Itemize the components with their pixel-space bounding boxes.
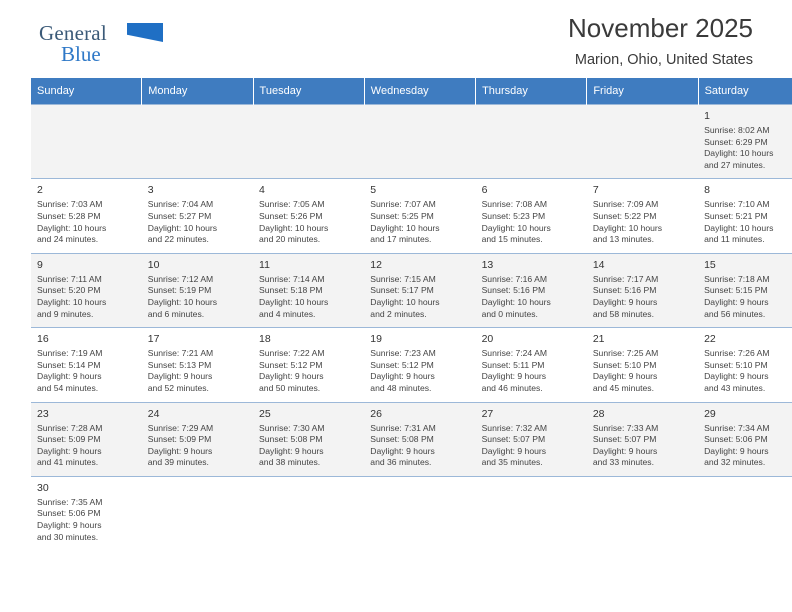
calendar-day-cell[interactable] xyxy=(476,402,587,476)
day-details xyxy=(148,199,248,245)
calendar-empty-cell xyxy=(587,476,698,550)
day-number: 7 xyxy=(592,184,599,197)
day-detail-line: Sunrise: 7:22 AM xyxy=(259,348,325,359)
day-detail-line: Sunrise: 7:29 AM xyxy=(147,422,214,433)
day-number: 28 xyxy=(592,407,605,420)
day-detail-line: Daylight: 9 hours xyxy=(37,371,102,382)
calendar-day-cell[interactable] xyxy=(364,328,475,402)
day-details xyxy=(37,199,137,245)
day-detail-line: Daylight: 10 hours xyxy=(704,148,774,159)
day-detail-line: Sunset: 5:20 PM xyxy=(37,285,101,296)
day-details xyxy=(148,274,248,320)
calendar-day-cell[interactable] xyxy=(698,328,792,402)
day-detail-line: and 11 minutes. xyxy=(704,234,765,245)
day-details xyxy=(259,199,359,245)
calendar-table xyxy=(31,78,792,550)
day-number: 30 xyxy=(37,481,49,494)
day-detail-line: Sunrise: 7:09 AM xyxy=(592,199,659,210)
calendar-empty-cell xyxy=(476,476,587,550)
day-detail-line: Sunset: 5:22 PM xyxy=(592,210,657,221)
day-detail-line: and 38 minutes. xyxy=(259,457,321,468)
logo-text-blue: Blue xyxy=(61,42,101,66)
day-detail-line: Sunset: 5:27 PM xyxy=(147,210,212,221)
day-detail-line: Daylight: 9 hours xyxy=(147,445,213,456)
day-detail-line: Sunset: 5:13 PM xyxy=(147,359,212,370)
calendar-empty-cell xyxy=(364,476,475,550)
day-detail-line: Daylight: 10 hours xyxy=(481,296,551,307)
day-detail-line: Daylight: 9 hours xyxy=(704,445,769,456)
calendar-day-cell[interactable] xyxy=(142,328,253,402)
day-detail-line: Daylight: 9 hours xyxy=(704,296,769,307)
day-detail-line: Sunrise: 7:33 AM xyxy=(592,422,659,433)
calendar-week-row xyxy=(31,253,792,327)
calendar-day-cell[interactable] xyxy=(31,402,142,476)
day-detail-line: Sunrise: 7:04 AM xyxy=(147,199,214,210)
day-detail-line: Daylight: 9 hours xyxy=(481,371,547,382)
day-detail-line: Daylight: 9 hours xyxy=(592,445,658,456)
calendar-day-cell[interactable] xyxy=(587,253,698,327)
day-detail-line: Sunrise: 7:23 AM xyxy=(370,348,436,359)
day-detail-line: Sunrise: 7:08 AM xyxy=(481,199,548,210)
day-detail-line: Daylight: 10 hours xyxy=(259,296,329,307)
calendar-day-cell[interactable] xyxy=(31,253,142,327)
calendar-day-cell[interactable] xyxy=(476,328,587,402)
day-detail-line: and 2 minutes. xyxy=(370,308,427,319)
day-detail-line: Sunset: 5:28 PM xyxy=(37,210,101,221)
day-detail-line: Sunrise: 7:24 AM xyxy=(481,348,548,359)
calendar-day-cell[interactable] xyxy=(31,328,142,402)
day-number: 22 xyxy=(704,333,716,346)
day-detail-line: Daylight: 10 hours xyxy=(481,222,551,233)
calendar-day-cell[interactable] xyxy=(31,179,142,253)
day-number: 29 xyxy=(704,407,716,420)
day-detail-line: Daylight: 9 hours xyxy=(259,371,324,382)
day-detail-line: and 4 minutes. xyxy=(259,308,316,319)
day-details xyxy=(370,199,470,245)
day-details xyxy=(704,125,792,171)
day-number: 21 xyxy=(592,333,605,346)
day-details xyxy=(259,423,359,469)
day-detail-line: Sunset: 5:16 PM xyxy=(592,285,657,296)
calendar-day-cell[interactable] xyxy=(587,328,698,402)
day-detail-line: and 58 minutes. xyxy=(592,308,654,319)
day-detail-line: Sunrise: 7:16 AM xyxy=(481,273,548,284)
day-detail-line: Daylight: 9 hours xyxy=(370,445,435,456)
day-detail-line: Daylight: 9 hours xyxy=(37,445,102,456)
day-detail-line: and 54 minutes. xyxy=(37,382,99,393)
calendar-empty-cell xyxy=(476,105,587,179)
calendar-day-cell[interactable] xyxy=(698,179,792,253)
weekday-header-sunday: Sunday xyxy=(31,78,142,105)
day-detail-line: Sunset: 5:06 PM xyxy=(704,434,768,445)
weekday-header-saturday: Saturday xyxy=(698,78,792,105)
day-details xyxy=(482,199,582,245)
day-detail-line: Sunset: 5:25 PM xyxy=(370,210,434,221)
day-detail-line: and 24 minutes. xyxy=(37,234,99,245)
day-detail-line: and 27 minutes. xyxy=(704,159,766,170)
logo-text-general: General xyxy=(39,21,107,45)
day-number: 14 xyxy=(592,258,605,271)
day-detail-line: Sunrise: 7:18 AM xyxy=(704,273,770,284)
logo[interactable] xyxy=(39,22,269,78)
day-detail-line: Sunset: 5:12 PM xyxy=(259,359,323,370)
day-detail-line: and 15 minutes. xyxy=(481,234,543,245)
day-detail-line: Sunset: 6:29 PM xyxy=(704,136,768,147)
day-detail-line: Sunset: 5:07 PM xyxy=(481,434,546,445)
day-detail-line: Daylight: 10 hours xyxy=(592,222,663,233)
day-detail-line: Daylight: 10 hours xyxy=(37,296,107,307)
day-detail-line: and 0 minutes. xyxy=(481,308,538,319)
day-detail-line: Sunrise: 7:34 AM xyxy=(704,422,770,433)
day-detail-line: Sunrise: 7:30 AM xyxy=(259,422,325,433)
day-detail-line: Sunrise: 7:15 AM xyxy=(370,273,436,284)
day-detail-line: Sunrise: 7:11 AM xyxy=(37,273,102,284)
calendar-day-cell[interactable] xyxy=(698,105,792,179)
day-detail-line: Daylight: 10 hours xyxy=(259,222,329,233)
day-detail-line: Sunset: 5:06 PM xyxy=(37,508,101,519)
calendar-day-cell[interactable] xyxy=(476,179,587,253)
calendar-day-cell[interactable] xyxy=(253,179,364,253)
calendar-day-cell[interactable] xyxy=(253,402,364,476)
day-detail-line: Sunrise: 7:03 AM xyxy=(37,199,103,210)
day-detail-line: Daylight: 9 hours xyxy=(147,371,213,382)
day-detail-line: Sunrise: 7:35 AM xyxy=(37,496,103,507)
day-number: 25 xyxy=(259,407,271,420)
weekday-header-wednesday: Wednesday xyxy=(364,78,475,105)
day-number: 10 xyxy=(147,258,160,271)
day-detail-line: Sunrise: 7:12 AM xyxy=(147,273,214,284)
day-detail-line: and 46 minutes. xyxy=(481,382,543,393)
day-details xyxy=(370,348,470,394)
day-detail-line: Sunset: 5:09 PM xyxy=(37,434,101,445)
weekday-header-friday: Friday xyxy=(587,78,698,105)
day-details xyxy=(148,423,248,469)
day-detail-line: Sunset: 5:08 PM xyxy=(259,434,323,445)
calendar-day-cell[interactable] xyxy=(142,179,253,253)
calendar-empty-cell xyxy=(142,105,253,179)
day-detail-line: Sunset: 5:16 PM xyxy=(481,285,546,296)
calendar-day-cell[interactable] xyxy=(587,179,698,253)
calendar-week-row xyxy=(31,328,792,402)
calendar-day-cell[interactable] xyxy=(253,328,364,402)
calendar-empty-cell xyxy=(364,105,475,179)
day-details xyxy=(37,274,137,320)
day-detail-line: and 52 minutes. xyxy=(147,382,209,393)
calendar-day-cell[interactable] xyxy=(31,476,142,550)
day-detail-line: Sunset: 5:10 PM xyxy=(704,359,768,370)
day-number: 17 xyxy=(147,333,160,346)
day-details xyxy=(148,348,248,394)
day-number: 12 xyxy=(370,258,382,271)
day-detail-line: and 39 minutes. xyxy=(147,457,209,468)
day-number: 9 xyxy=(37,258,43,271)
calendar-day-cell[interactable] xyxy=(476,253,587,327)
day-detail-line: Sunrise: 7:25 AM xyxy=(592,348,659,359)
calendar-empty-cell xyxy=(253,476,364,550)
day-detail-line: Sunset: 5:23 PM xyxy=(481,210,546,221)
day-detail-line: Sunrise: 7:05 AM xyxy=(259,199,325,210)
day-number: 5 xyxy=(370,184,377,197)
calendar-week-row xyxy=(31,179,792,253)
day-details xyxy=(482,274,582,320)
calendar-empty-cell xyxy=(587,105,698,179)
calendar-day-cell[interactable] xyxy=(142,402,253,476)
day-details xyxy=(259,274,359,320)
day-detail-line: Sunset: 5:18 PM xyxy=(259,285,323,296)
day-detail-line: and 50 minutes. xyxy=(259,382,321,393)
day-detail-line: Sunset: 5:11 PM xyxy=(481,359,545,370)
calendar-week-row xyxy=(31,402,792,476)
day-detail-line: Sunset: 5:08 PM xyxy=(370,434,434,445)
day-detail-line: Daylight: 9 hours xyxy=(481,445,547,456)
day-detail-line: and 32 minutes. xyxy=(704,457,766,468)
calendar-day-cell[interactable] xyxy=(587,402,698,476)
calendar-empty-cell xyxy=(142,476,253,550)
day-number: 4 xyxy=(259,184,265,197)
day-detail-line: Sunset: 5:21 PM xyxy=(704,210,768,221)
day-detail-line: Daylight: 9 hours xyxy=(259,445,324,456)
day-details xyxy=(37,497,137,543)
page-title: November 2025 xyxy=(568,13,753,43)
day-detail-line: and 36 minutes. xyxy=(370,457,432,468)
day-detail-line: Sunrise: 8:02 AM xyxy=(704,125,770,135)
day-detail-line: and 56 minutes. xyxy=(704,308,766,319)
day-number: 2 xyxy=(37,184,43,197)
day-detail-line: Sunset: 5:26 PM xyxy=(259,210,323,221)
day-detail-line: Sunset: 5:15 PM xyxy=(704,285,768,296)
day-number: 20 xyxy=(481,333,494,346)
day-details xyxy=(482,423,582,469)
day-number: 1 xyxy=(704,110,710,122)
day-number: 16 xyxy=(37,333,49,346)
day-number: 24 xyxy=(147,407,160,420)
day-number: 19 xyxy=(370,333,382,346)
day-details xyxy=(704,423,792,469)
day-details xyxy=(704,199,792,245)
day-detail-line: Daylight: 9 hours xyxy=(37,520,102,531)
calendar-day-cell[interactable] xyxy=(364,253,475,327)
day-detail-line: and 45 minutes. xyxy=(592,382,654,393)
weekday-header-row xyxy=(31,78,792,105)
day-detail-line: Sunset: 5:10 PM xyxy=(592,359,657,370)
day-number: 3 xyxy=(147,184,154,197)
calendar-day-cell[interactable] xyxy=(698,402,792,476)
day-detail-line: and 20 minutes. xyxy=(259,234,321,245)
day-details xyxy=(593,423,693,469)
day-number: 11 xyxy=(259,258,270,271)
day-detail-line: Sunset: 5:17 PM xyxy=(370,285,434,296)
day-detail-line: Sunrise: 7:17 AM xyxy=(592,273,659,284)
day-detail-line: and 33 minutes. xyxy=(592,457,654,468)
day-number: 18 xyxy=(259,333,271,346)
day-detail-line: Sunset: 5:14 PM xyxy=(37,359,101,370)
day-detail-line: and 17 minutes. xyxy=(370,234,432,245)
weekday-header-tuesday: Tuesday xyxy=(253,78,364,105)
day-number: 15 xyxy=(704,258,716,271)
day-details xyxy=(593,348,693,394)
flag-icon xyxy=(127,23,163,42)
page-header xyxy=(31,0,761,72)
day-detail-line: Sunrise: 7:21 AM xyxy=(147,348,214,359)
day-detail-line: Daylight: 9 hours xyxy=(592,371,658,382)
calendar-day-cell[interactable] xyxy=(364,402,475,476)
day-detail-line: and 43 minutes. xyxy=(704,382,766,393)
day-number: 26 xyxy=(370,407,382,420)
day-detail-line: Sunset: 5:19 PM xyxy=(147,285,212,296)
day-detail-line: Daylight: 10 hours xyxy=(147,296,218,307)
title-block xyxy=(568,12,753,70)
weekday-header-thursday: Thursday xyxy=(476,78,587,105)
day-detail-line: Sunrise: 7:07 AM xyxy=(370,199,436,210)
calendar-empty-cell xyxy=(253,105,364,179)
day-detail-line: Daylight: 10 hours xyxy=(704,222,774,233)
day-detail-line: and 22 minutes. xyxy=(147,234,209,245)
day-detail-line: Sunrise: 7:31 AM xyxy=(370,422,436,433)
day-detail-line: and 13 minutes. xyxy=(592,234,654,245)
day-detail-line: Daylight: 9 hours xyxy=(592,296,658,307)
day-details xyxy=(482,348,582,394)
day-detail-line: Sunset: 5:07 PM xyxy=(592,434,657,445)
calendar-day-cell[interactable] xyxy=(698,253,792,327)
day-detail-line: and 41 minutes. xyxy=(37,457,99,468)
day-detail-line: and 9 minutes. xyxy=(37,308,94,319)
calendar-body xyxy=(31,105,792,551)
day-details xyxy=(370,423,470,469)
day-details xyxy=(259,348,359,394)
day-detail-line: and 30 minutes. xyxy=(37,531,99,542)
day-detail-line: Daylight: 10 hours xyxy=(37,222,107,233)
day-details xyxy=(37,348,137,394)
day-detail-line: Sunrise: 7:26 AM xyxy=(704,348,770,359)
calendar-week-row xyxy=(31,105,792,179)
calendar-empty-cell xyxy=(31,105,142,179)
day-details xyxy=(704,348,792,394)
calendar-day-cell[interactable] xyxy=(364,179,475,253)
day-number: 27 xyxy=(481,407,494,420)
day-detail-line: and 6 minutes. xyxy=(147,308,205,319)
calendar-day-cell[interactable] xyxy=(142,253,253,327)
day-detail-line: Sunrise: 7:32 AM xyxy=(481,422,548,433)
calendar-week-row xyxy=(31,476,792,550)
day-number: 6 xyxy=(481,184,488,197)
day-details xyxy=(593,274,693,320)
day-detail-line: Daylight: 9 hours xyxy=(704,371,769,382)
day-detail-line: Sunset: 5:12 PM xyxy=(370,359,434,370)
day-number: 8 xyxy=(704,184,710,197)
calendar-day-cell[interactable] xyxy=(253,253,364,327)
day-details xyxy=(704,274,792,320)
day-detail-line: Sunrise: 7:10 AM xyxy=(704,199,770,210)
location-subtitle: Marion, Ohio, United States xyxy=(574,52,753,68)
day-detail-line: Daylight: 10 hours xyxy=(147,222,218,233)
weekday-header-monday: Monday xyxy=(142,78,253,105)
day-detail-line: Daylight: 10 hours xyxy=(370,296,440,307)
day-details xyxy=(370,274,470,320)
calendar-empty-cell xyxy=(698,476,792,550)
day-detail-line: Sunset: 5:09 PM xyxy=(147,434,212,445)
day-detail-line: Sunrise: 7:28 AM xyxy=(37,422,103,433)
day-details xyxy=(37,423,137,469)
day-detail-line: Sunrise: 7:14 AM xyxy=(259,273,325,284)
day-detail-line: and 48 minutes. xyxy=(370,382,432,393)
day-detail-line: and 35 minutes. xyxy=(481,457,543,468)
day-details xyxy=(593,199,693,245)
day-detail-line: Daylight: 10 hours xyxy=(370,222,440,233)
day-detail-line: Sunrise: 7:19 AM xyxy=(37,348,103,359)
day-detail-line: Daylight: 9 hours xyxy=(370,371,435,382)
day-number: 23 xyxy=(37,407,49,420)
day-number: 13 xyxy=(481,258,494,271)
